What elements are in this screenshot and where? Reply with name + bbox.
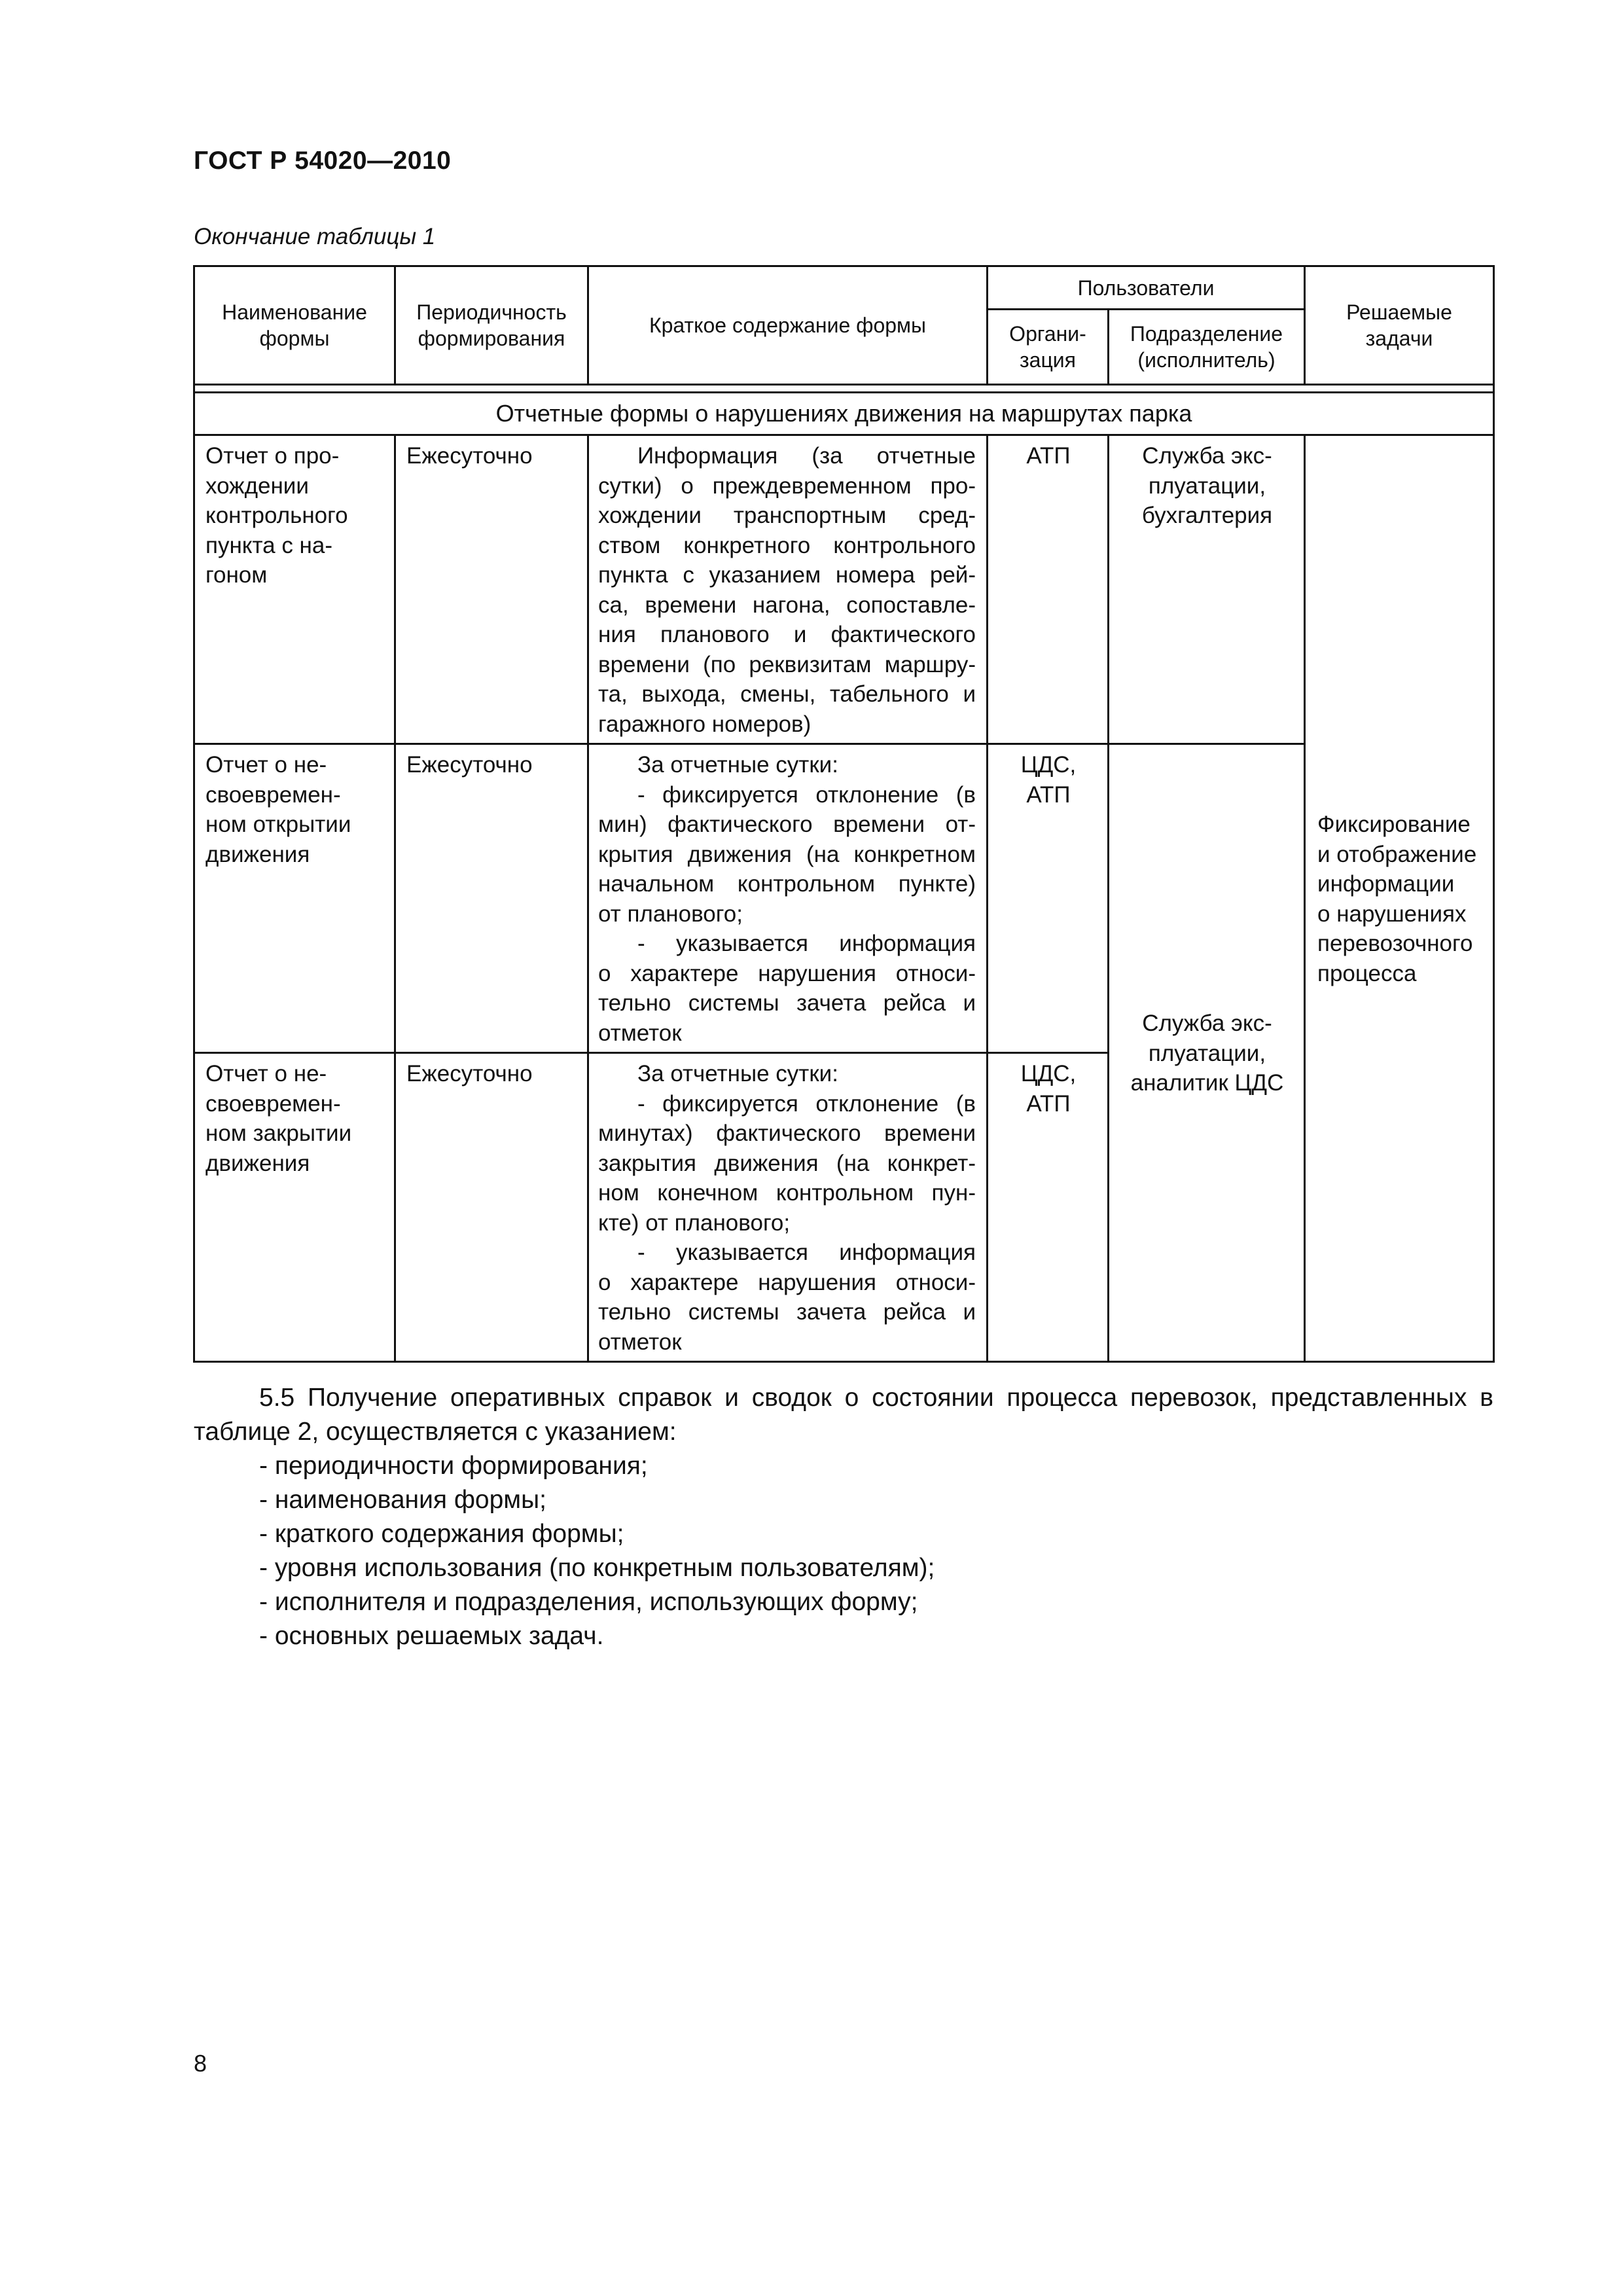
- header-content: Краткое содержание формы: [588, 266, 988, 385]
- row-2-periodicity: Ежесуточно: [395, 744, 588, 1053]
- list-item: - краткого содержания формы;: [259, 1520, 624, 1548]
- row-1-form-name: Отчет о про- хождении контрольного пункта с на- гоном: [194, 435, 395, 744]
- row-2-form-name: Отчет о не- своевремен- ном открытии движения: [194, 744, 395, 1053]
- list-item: - исполнителя и подразделения, использующих форму;: [259, 1588, 918, 1616]
- row-3-form-name: Отчет о не- своевремен- ном закрытии движения: [194, 1053, 395, 1362]
- list-item: - уровня использования (по конкретным пользователям);: [259, 1554, 935, 1582]
- header-form-name: Наименование формы: [194, 266, 395, 385]
- document-header: ГОСТ Р 54020—2010: [194, 147, 452, 175]
- report-forms-table: [193, 265, 1495, 1363]
- row-3-periodicity: Ежесуточно: [395, 1053, 588, 1362]
- header-separator: [194, 385, 1494, 393]
- section-title: Отчетные формы о нарушениях движения на маршрутах парка: [194, 393, 1494, 435]
- list-item: - основных решаемых задач.: [259, 1622, 604, 1650]
- row-3-content: За отчетные сутки: - фиксируется отклонение (в минутах) фактического времени закрытия движения (на конкрет- ном конечном контрольном пун- кте) от планового; - указывается информация о характере нарушения относи- тельно системы зачета рейса и отметок: [588, 1053, 988, 1362]
- page-number: 8: [194, 2050, 207, 2077]
- list-item: - наименования формы;: [259, 1486, 546, 1514]
- body-section: [194, 1381, 1493, 1653]
- row-2-organization: ЦДС, АТП: [988, 744, 1109, 1053]
- paragraph-5-5: 5.5 Получение оперативных справок и сводок о состоянии процесса перевозок, представленных в таблице 2, осуществляется с указанием:: [194, 1384, 1493, 1446]
- row-1-division: Служба экс- плуатации, бухгалтерия: [1109, 435, 1305, 744]
- shared-division: Служба экс- плуатации, аналитик ЦДС: [1109, 744, 1305, 1362]
- table-caption: Окончание таблицы 1: [194, 224, 436, 249]
- table-row: [194, 744, 1494, 1053]
- header-division: Подразделение (исполнитель): [1109, 310, 1305, 385]
- list-item: - периодичности формирования;: [259, 1452, 648, 1480]
- header-organization: Органи-зация: [988, 310, 1109, 385]
- table-row: [194, 435, 1494, 744]
- row-1-content: Информация (за отчетные сутки) о преждевременном про- хождении транспортным сред- ством конкретного контрольного пункта с указанием номера рей- са, времени нагона, сопоставле- ния планового и фактического времени (по реквизитам маршру- та, выхода, смены, табельного и гаражного номеров): [588, 435, 988, 744]
- row-1-periodicity: Ежесуточно: [395, 435, 588, 744]
- header-periodicity: Периодичность формирования: [395, 266, 588, 385]
- header-users: Пользователи: [988, 266, 1305, 310]
- row-3-organization: ЦДС, АТП: [988, 1053, 1109, 1362]
- shared-tasks: Фиксирование и отображение информации о нарушениях перевозочного процесса: [1305, 435, 1494, 1362]
- section-row: [194, 393, 1494, 435]
- header-tasks: Решаемые задачи: [1305, 266, 1494, 385]
- row-2-content: За отчетные сутки: - фиксируется отклонение (в мин) фактического времени от- крытия движения (на конкретном начальном контрольном пункте) от планового; - указывается информация о характере нарушения относи- тельно системы зачета рейса и отметок: [588, 744, 988, 1053]
- table-header-row: [194, 266, 1494, 310]
- row-1-organization: АТП: [988, 435, 1109, 744]
